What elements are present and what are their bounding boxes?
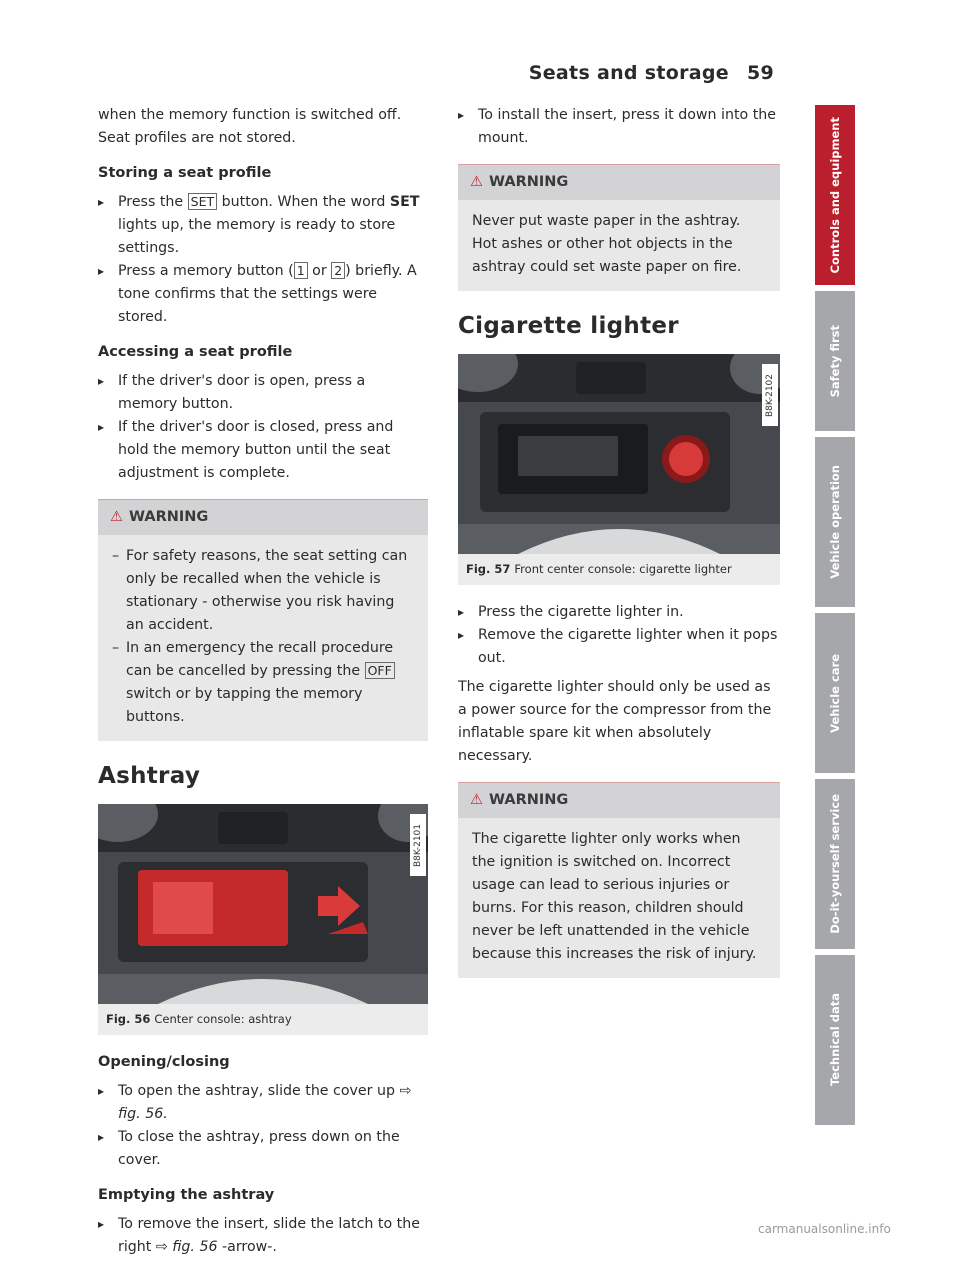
off-key: OFF [365, 662, 395, 679]
memory-key-2: 2 [331, 262, 345, 279]
accessing-list [98, 370, 428, 485]
ashtray-figure [98, 804, 428, 1004]
list-item: ▸ To close the ashtray, press down on the cover. [98, 1126, 428, 1172]
warning-box [458, 782, 780, 978]
tab-do-it-yourself-service[interactable]: Do-it-yourself service [815, 779, 855, 949]
emptying-heading: Emptying the ashtray [98, 1187, 275, 1203]
accessing-heading: Accessing a seat profile [98, 344, 293, 360]
memory-key-1: 1 [294, 262, 308, 279]
footer-watermark: carmanualsonline.info [758, 1222, 891, 1236]
list-item: ▸ Press the SET button. When the word SET lights up, the memory is ready to store settings. [98, 191, 428, 260]
tab-safety-first[interactable]: Safety first [815, 291, 855, 431]
page-header [529, 62, 774, 84]
warning-body: The cigarette lighter only works when the ignition is switched on. Incorrect usage can lead to serious injuries or burns. For this reason, children should never be left unattended in the vehicle because this increases the risk of injury. [472, 831, 757, 962]
install-list [458, 104, 780, 150]
warning-triangle-icon: ⚠ [470, 792, 483, 808]
list-item: ▸ To open the ashtray, slide the cover up ⇨ fig. 56. [98, 1080, 428, 1126]
warning-triangle-icon: ⚠ [470, 174, 483, 190]
list-item: ▸ Press the cigarette lighter in. [458, 601, 780, 624]
warning-item: – In an emergency the recall procedure can be cancelled by pressing the OFF switch or by tapping the memory buttons. [112, 637, 414, 729]
warning-item: – For safety reasons, the seat setting can only be recalled when the vehicle is stationary - otherwise you risk having an accident. [112, 545, 414, 637]
list-item: ▸ If the driver's door is open, press a memory button. [98, 370, 428, 416]
lighter-list [458, 601, 780, 670]
tab-controls-and-equipment[interactable]: Controls and equipment [815, 105, 855, 285]
page-number: 59 [746, 62, 774, 84]
lighter-paragraph: The cigarette lighter should only be used as a power source for the compressor from the inflatable spare kit when absolutely necessary. [458, 679, 772, 764]
warning-header: ⚠ WARNING [458, 783, 780, 818]
tab-vehicle-operation[interactable]: Vehicle operation [815, 437, 855, 607]
warning-box [458, 164, 780, 291]
list-item: ▸ Press a memory button ( 1 or 2 ) briefly. A tone confirms that the settings were stored. [98, 260, 428, 329]
set-key: SET [188, 193, 217, 210]
figure-reference: ⇨ fig. 56. [118, 1083, 412, 1122]
cigarette-lighter-heading: Cigarette lighter [458, 313, 679, 339]
figure-caption: Fig. 57 Front center console: cigarette lighter [458, 554, 780, 585]
warning-header: ⚠ WARNING [458, 165, 780, 200]
intro-text: when the memory function is switched off. Seat profiles are not stored. [98, 107, 402, 146]
lighter-figure [458, 354, 780, 554]
warning-box [98, 499, 428, 741]
warning-body [98, 535, 428, 741]
warning-body: Never put waste paper in the ashtray. Hot ashes or other hot objects in the ashtray could set waste paper on fire. [472, 213, 742, 275]
figure-caption: Fig. 56 Center console: ashtray [98, 1004, 428, 1035]
storing-list [98, 191, 428, 329]
list-item: ▸ Remove the cigarette lighter when it pops out. [458, 624, 780, 670]
figure-code: B8K-2101 [410, 814, 426, 876]
storing-heading: Storing a seat profile [98, 165, 272, 181]
figure-reference: ⇨ fig. 56 [155, 1239, 218, 1255]
header-title: Seats and storage [528, 62, 729, 84]
list-item: ▸ To install the insert, press it down into the mount. [458, 104, 780, 150]
warning-triangle-icon: ⚠ [110, 509, 123, 525]
opening-list [98, 1080, 428, 1172]
right-column [458, 104, 780, 996]
tab-vehicle-care[interactable]: Vehicle care [815, 613, 855, 773]
opening-heading: Opening/closing [98, 1054, 230, 1070]
ashtray-photo-illustration [98, 804, 428, 1004]
figure-code: B8K-2102 [762, 364, 778, 426]
emptying-list [98, 1213, 428, 1259]
warning-header: ⚠ WARNING [98, 500, 428, 535]
list-item: ▸ If the driver's door is closed, press and hold the memory button until the seat adjustment is complete. [98, 416, 428, 485]
ashtray-heading: Ashtray [98, 763, 201, 789]
list-item: ▸ To remove the insert, slide the latch to the right ⇨ fig. 56 -arrow-. [98, 1213, 428, 1259]
lighter-photo-illustration [458, 354, 780, 554]
set-word: SET [389, 194, 420, 210]
tab-technical-data[interactable]: Technical data [815, 955, 855, 1125]
chapter-tabs [815, 105, 855, 1131]
left-column [98, 104, 428, 1265]
